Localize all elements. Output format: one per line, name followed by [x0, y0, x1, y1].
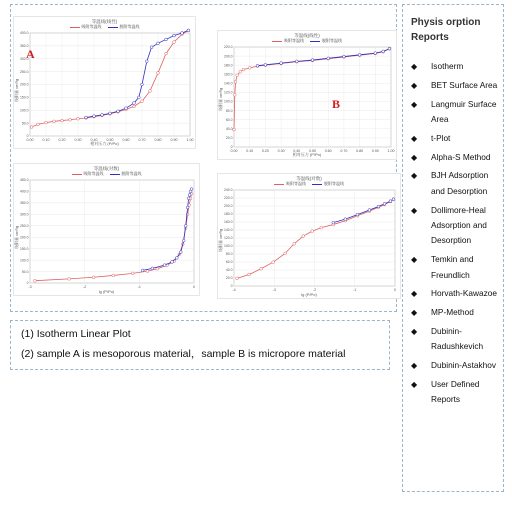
y-tick-label: 220.0 — [224, 45, 233, 50]
report-item-alpha-s[interactable] — [411, 150, 501, 165]
desorption-point — [374, 52, 377, 55]
y-tick-label: 50.0 — [21, 269, 29, 274]
x-tick-label: 0.80 — [356, 149, 364, 153]
legend-desorption: 脱附等温线 — [310, 38, 342, 44]
adsorption-point — [92, 276, 95, 279]
desorption-point — [151, 267, 154, 270]
desorption-point — [344, 218, 347, 221]
adsorption-point — [146, 270, 149, 273]
report-item-label: Dollimore-Heal Adsorption and Desorption — [431, 204, 487, 246]
x-tick-label: -2 — [312, 288, 317, 292]
adsorption-point — [156, 267, 159, 270]
x-tick-label: 0.50 — [309, 149, 316, 153]
legend-desorption: 脱附等温线 — [108, 24, 140, 30]
desorption-point — [382, 50, 385, 53]
x-tick-label: -2 — [83, 285, 87, 289]
adsorption-point — [242, 68, 245, 71]
adsorption-point — [233, 128, 236, 131]
adsorption-point — [236, 277, 239, 280]
report-item-user-defined[interactable] — [411, 377, 501, 408]
diamond-bullet-icon: ◆ — [411, 255, 418, 265]
adsorption-point — [45, 121, 48, 124]
y-tick-label: 0 — [230, 145, 233, 150]
chart-title: 等温线(对数) — [296, 176, 322, 181]
x-tick-label: 0.20 — [261, 149, 269, 153]
desorption-point — [165, 38, 168, 41]
report-item-label: MP-Method — [431, 307, 474, 318]
report-item-bet[interactable] — [411, 78, 501, 93]
y-tick-label: 140.0 — [224, 81, 233, 86]
desorption-point — [181, 32, 184, 35]
y-axis-label: 吸附量 cm³/g — [14, 78, 19, 102]
adsorption-point — [141, 100, 144, 103]
report-item-label: t-Plot — [431, 132, 451, 143]
adsorption-point — [112, 274, 115, 277]
chart-title: 等温线(线性) — [91, 19, 118, 24]
y-tick-label: 150.0 — [20, 95, 29, 100]
desorption-point — [150, 46, 153, 49]
chart-a-plot — [14, 17, 195, 148]
adsorption-point — [239, 70, 242, 73]
y-axis-label: 吸附量 cm³/g — [14, 225, 19, 249]
x-axis-label: 相对压力 (P/Po) — [292, 152, 322, 157]
y-tick-label: 200.0 — [20, 82, 29, 87]
diamond-bullet-icon: ◆ — [411, 308, 418, 318]
chart-d-plot — [218, 174, 400, 298]
adsorption-point — [311, 230, 314, 233]
adsorption-point — [284, 252, 287, 255]
desorption-point — [356, 213, 359, 216]
x-tick-label: 0 — [394, 288, 396, 292]
adsorption-point — [248, 273, 251, 276]
report-item-bjh[interactable] — [411, 168, 501, 199]
legend-adsorption: 吸附等温线 — [274, 181, 306, 187]
x-tick-label: -1 — [353, 288, 357, 292]
adsorption-point — [149, 90, 152, 93]
x-tick-label: -3 — [272, 288, 276, 292]
x-tick-label: 0.60 — [324, 149, 332, 153]
x-tick-label: 0.30 — [277, 149, 285, 153]
adsorption-point — [233, 93, 236, 96]
adsorption-point — [248, 66, 251, 69]
y-tick-label: 0 — [230, 284, 233, 289]
report-item-label: Alpha-S Method — [431, 151, 491, 162]
y-tick-label: 160.0 — [224, 220, 233, 225]
x-tick-label: -4 — [232, 288, 236, 292]
x-tick-label: 0.90 — [170, 138, 178, 142]
diamond-bullet-icon: ◆ — [411, 62, 418, 71]
note-line-2: (2) sample A is mesoporous material，sample B is micropore material — [21, 348, 346, 360]
legend-adsorption: 吸附等温线 — [72, 171, 104, 177]
desorption-point — [188, 193, 191, 196]
y-tick-label: 180.0 — [224, 212, 233, 217]
sample-a-label: A — [26, 47, 35, 61]
y-tick-label: 40.0 — [225, 268, 233, 273]
reports-sidebar — [402, 4, 504, 492]
y-tick-label: 40.0 — [225, 127, 233, 132]
desorption-point — [93, 115, 96, 118]
adsorption-point — [260, 267, 263, 270]
desorption-point — [327, 57, 330, 60]
chart-b-plot — [218, 31, 396, 159]
desorption-point — [109, 112, 112, 115]
plot-frame — [30, 180, 194, 283]
x-tick-label: 0.40 — [293, 149, 301, 153]
y-axis-label: 吸附量 cm³/g — [218, 87, 223, 111]
y-tick-label: 60.0 — [225, 260, 233, 265]
diamond-bullet-icon: ◆ — [411, 380, 418, 389]
y-tick-label: 100.0 — [224, 99, 233, 104]
y-tick-label: 160.0 — [224, 72, 233, 77]
desorption-point — [173, 34, 176, 37]
desorption-point — [157, 42, 160, 45]
y-tick-label: 400.0 — [20, 189, 29, 194]
y-tick-label: 150.0 — [20, 246, 29, 251]
y-tick-label: 450.0 — [20, 178, 29, 183]
x-tick-label: 0.10 — [42, 138, 50, 142]
y-tick-label: 100.0 — [224, 244, 233, 249]
desorption-point — [186, 206, 189, 209]
desorption-point — [187, 197, 190, 200]
report-item-t-plot[interactable] — [411, 131, 501, 146]
report-item-label: Dubinin-Astakhov — [431, 360, 497, 371]
desorption-point — [163, 264, 166, 267]
adsorption-point — [234, 80, 237, 83]
chart-d — [217, 173, 401, 299]
desorption-point — [137, 96, 140, 99]
x-tick-label: 0.80 — [154, 138, 162, 142]
desorption-point — [145, 60, 148, 63]
sidebar-title: Physis orption Reports — [411, 17, 481, 43]
x-tick-label: 0.70 — [340, 149, 348, 153]
y-tick-label: 100.0 — [20, 108, 29, 113]
x-axis-label: 相对压力 (P/Po) — [90, 141, 119, 146]
legend-adsorption: 吸附等温线 — [272, 38, 304, 44]
adsorption-point — [33, 279, 36, 282]
desorption-point — [171, 261, 174, 264]
chart-b — [217, 30, 397, 160]
x-tick-label: 0.50 — [106, 138, 114, 142]
x-tick-label: 0 — [193, 285, 195, 289]
adsorption-point — [131, 272, 134, 275]
y-tick-label: 200.0 — [224, 204, 233, 209]
desorption-point — [117, 110, 120, 113]
adsorption-point — [173, 41, 176, 44]
desorption-point — [85, 116, 88, 119]
diamond-bullet-icon: ◆ — [411, 133, 418, 143]
x-tick-label: 0.00 — [230, 149, 238, 153]
notes-box — [10, 320, 390, 370]
y-tick-label: 240.0 — [224, 188, 233, 193]
chart-title: 等温线(对数) — [93, 166, 120, 171]
desorption-point — [358, 53, 361, 56]
y-tick-label: 120.0 — [224, 236, 233, 241]
desorption-point — [388, 47, 391, 50]
note-line-1: (1) Isotherm Linear Plot — [21, 328, 131, 340]
x-tick-label: -3 — [28, 285, 32, 289]
adsorption-point — [61, 119, 64, 122]
adsorption-point — [165, 52, 168, 55]
x-tick-label: 0.40 — [90, 138, 98, 142]
report-item-langmuir[interactable] — [411, 97, 501, 128]
legend-desorption: 脱附等温线 — [110, 171, 142, 177]
adsorption-point — [272, 261, 275, 264]
y-tick-label: 200.0 — [224, 54, 233, 59]
desorption-point — [368, 209, 371, 212]
desorption-point — [389, 200, 392, 203]
desorption-point — [264, 63, 267, 66]
legend-desorption: 脱附等温线 — [312, 181, 344, 187]
y-tick-label: 0 — [26, 134, 29, 139]
desorption-point — [280, 62, 283, 65]
report-item-label: Dubinin-Radushkevich — [431, 326, 484, 352]
y-tick-label: 100.0 — [20, 258, 29, 263]
report-item-dollimore-heal[interactable] — [411, 203, 501, 249]
diamond-bullet-icon: ◆ — [411, 327, 418, 336]
report-item-label: Horvath-Kawazoe — [431, 288, 497, 299]
y-tick-label: 120.0 — [224, 90, 233, 95]
x-tick-label: 0.70 — [138, 138, 146, 142]
diamond-bullet-icon: ◆ — [411, 99, 418, 109]
desorption-point — [332, 221, 335, 224]
diamond-bullet-icon: ◆ — [411, 80, 418, 90]
diamond-bullet-icon: ◆ — [411, 171, 418, 181]
x-tick-label: -1 — [137, 285, 141, 289]
y-axis-label: 吸附量 cm³/g — [218, 228, 223, 252]
chart-a — [13, 16, 196, 149]
adsorption-point — [302, 235, 305, 238]
x-tick-label: 0.30 — [74, 138, 82, 142]
y-tick-label: 300.0 — [20, 56, 29, 61]
desorption-point — [141, 269, 144, 272]
report-item-dubinin-radushkevich[interactable] — [411, 324, 501, 355]
report-list — [411, 59, 501, 411]
legend-adsorption: 吸附等温线 — [70, 24, 102, 30]
y-tick-label: 250.0 — [20, 223, 29, 228]
y-tick-label: 350.0 — [20, 201, 29, 206]
y-tick-label: 140.0 — [224, 228, 233, 233]
y-tick-label: 300.0 — [20, 212, 29, 217]
adsorption-point — [30, 126, 33, 129]
diamond-bullet-icon: ◆ — [411, 205, 418, 215]
report-item-label: Langmuir Surface Area — [431, 98, 497, 124]
chart-c-plot — [14, 164, 199, 295]
diamond-bullet-icon: ◆ — [411, 152, 418, 162]
x-tick-label: 0.00 — [26, 138, 34, 142]
y-tick-label: 20.0 — [225, 276, 233, 281]
y-tick-label: 20.0 — [225, 136, 233, 141]
desorption-point — [175, 256, 178, 259]
desorption-point — [256, 64, 259, 67]
adsorption-point — [133, 105, 136, 108]
y-tick-label: 250.0 — [20, 69, 29, 74]
adsorption-point — [68, 277, 71, 280]
report-item-dubinin-astakhov[interactable] — [411, 358, 501, 373]
adsorption-point — [37, 123, 40, 126]
x-axis-label: lg (P/Po) — [301, 292, 317, 297]
adsorption-point — [77, 117, 80, 120]
desorption-point — [125, 107, 128, 110]
desorption-point — [179, 251, 182, 254]
desorption-point — [295, 60, 298, 63]
report-item-horvath-kawazoe[interactable] — [411, 286, 501, 301]
desorption-point — [182, 239, 185, 242]
adsorption-point — [157, 72, 160, 75]
desorption-point — [101, 113, 104, 116]
report-item-label: BET Surface Area — [431, 79, 498, 90]
report-item-label: User Defined Reports — [431, 379, 480, 405]
y-tick-label: 80.0 — [225, 252, 233, 257]
x-tick-label: 0.60 — [122, 138, 130, 142]
desorption-point — [343, 55, 346, 58]
y-tick-label: 60.0 — [225, 117, 233, 122]
y-tick-label: 80.0 — [225, 108, 233, 113]
report-item-label: BJH Adsorption and Desorption — [431, 170, 489, 196]
y-tick-label: 0 — [26, 281, 29, 286]
adsorption-point — [320, 226, 323, 229]
adsorption-point — [293, 242, 296, 245]
adsorption-point — [53, 120, 56, 123]
x-tick-label: 0.10 — [246, 149, 254, 153]
x-tick-label: 1.00 — [387, 149, 395, 153]
x-tick-label: 0.90 — [371, 149, 379, 153]
chart-c — [13, 163, 200, 296]
report-item-mp-method[interactable] — [411, 305, 501, 320]
desorption-point — [383, 202, 386, 205]
desorption-point — [184, 224, 187, 227]
y-tick-label: 350.0 — [20, 44, 29, 49]
desorption-point — [189, 190, 192, 193]
y-tick-label: 180.0 — [224, 63, 233, 68]
report-item-isotherm[interactable] — [411, 59, 501, 74]
desorption-point — [392, 198, 395, 201]
y-tick-label: 400.0 — [20, 31, 29, 36]
adsorption-point — [236, 74, 239, 77]
x-tick-label: 0.20 — [58, 138, 66, 142]
y-tick-label: 50.0 — [21, 121, 29, 126]
desorption-point — [133, 102, 136, 105]
desorption-point — [377, 205, 380, 208]
diamond-bullet-icon: ◆ — [411, 361, 418, 371]
report-item-temkin-freundlich[interactable] — [411, 252, 501, 283]
chart-title: 等温线(线性) — [294, 33, 320, 38]
x-tick-label: 1.00 — [186, 138, 194, 142]
adsorption-point — [69, 118, 72, 121]
report-item-label: Isotherm — [431, 61, 464, 71]
y-tick-label: 200.0 — [20, 235, 29, 240]
y-tick-label: 220.0 — [224, 196, 233, 201]
desorption-point — [311, 59, 314, 62]
x-axis-label: lg (P/Po) — [98, 289, 115, 294]
desorption-point — [187, 29, 190, 32]
desorption-point — [141, 83, 144, 86]
report-item-label: Temkin and Freundlich — [431, 254, 474, 280]
diamond-bullet-icon: ◆ — [411, 289, 418, 299]
sample-b-label: B — [332, 97, 341, 111]
